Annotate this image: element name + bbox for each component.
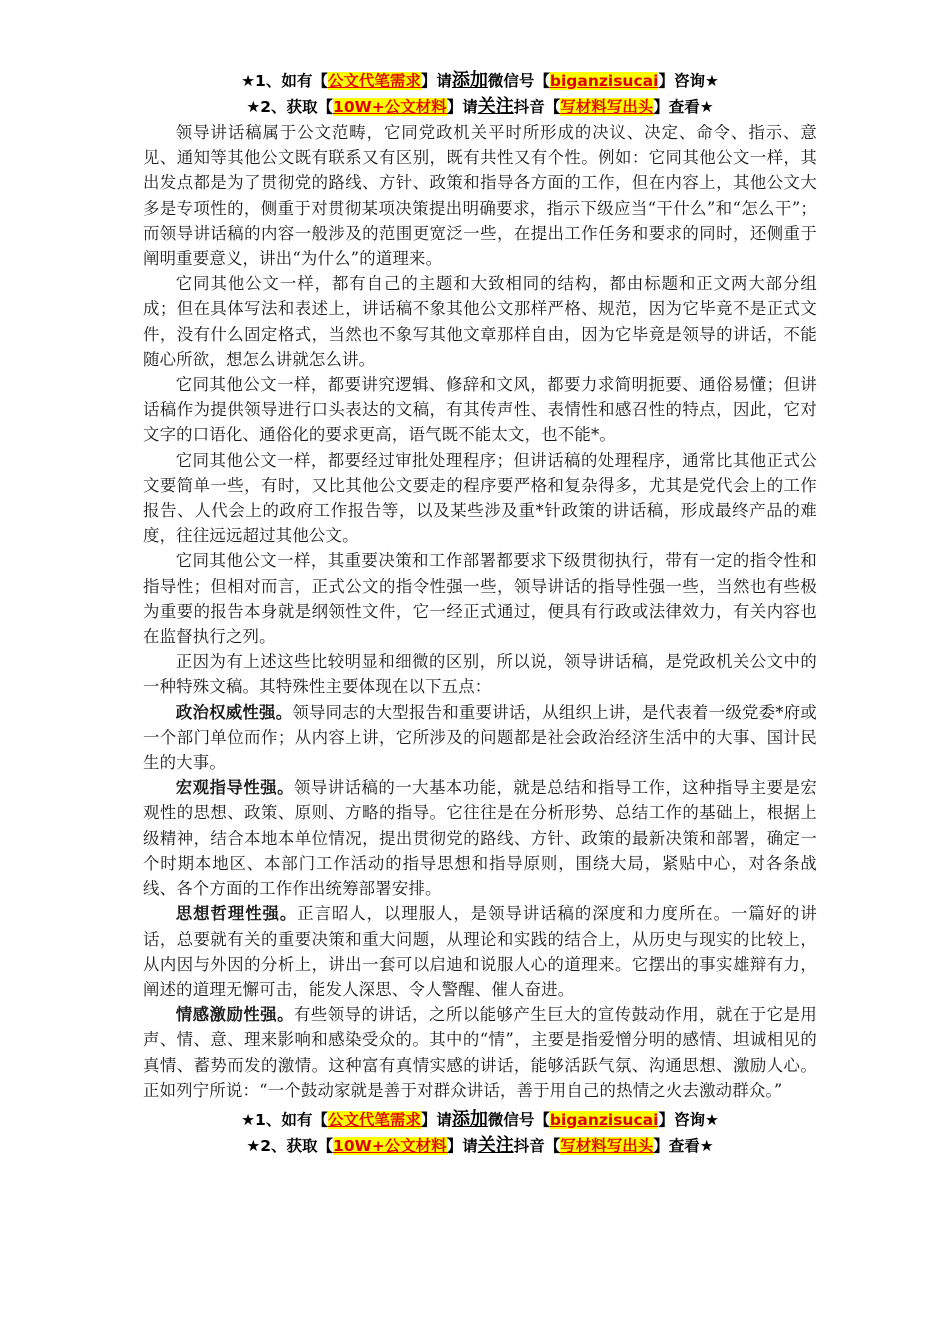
promo-text: 抖音【 <box>513 98 561 116</box>
promo-line-2 <box>143 94 817 120</box>
paragraph-text: 领导同志的大型报告和重要讲话，从组织上讲，是代表着一级党委*府或一个部门单位而作；从内容上讲，它所涉及的问题都是社会政治经济生活中的大事、国计民生的大事。 <box>143 702 818 773</box>
promo-banner-bottom <box>143 1107 817 1159</box>
paragraph-macro-guidance <box>143 775 817 901</box>
promo-text: 】咨询★ <box>658 72 719 90</box>
promo-text: ★2、获取【 <box>246 1136 334 1155</box>
paragraph-lead: 情感激励性强。 <box>175 1005 294 1025</box>
article-body <box>143 120 817 1103</box>
promo-text: 微信号【 <box>487 72 550 90</box>
promo-banner-top <box>143 68 817 120</box>
paragraph-political-authority <box>143 700 817 776</box>
promo-highlight: biganzisucai <box>549 72 659 90</box>
paragraph-2 <box>143 271 817 372</box>
paragraph-text: 有些领导的讲话，之所以能够产生巨大的宣传鼓动作用，就在于它是用声、情、意、理来影响和感染受众的。其中的“情”，主要是指爱憎分明的感情、坦诚相见的真情、蓄势而发的激情。这种富有真情实感的讲话，能够活跃气氛、沟通思想、激励人心。正如列宁所说：“一个鼓动家就是善于对群众讲话，善于用自己的热情之火去激动群众。” <box>143 1005 817 1100</box>
paragraph-6 <box>143 649 817 699</box>
paragraph-text: 它同其他公文一样，其重要决策和工作部署都要求下级贯彻执行，带有一定的指令性和指导性；但相对而言，正式公文的指令性强一些，领导讲话的指导性强一些，当然也有些极为重要的报告本身就是纲领性文件，它一经正式通过，便具有行政或法律效力，有关内容也在监督执行之列。 <box>143 551 817 647</box>
promo-text: 】查看★ <box>653 1136 714 1155</box>
paragraph-philosophical <box>143 901 817 1002</box>
paragraph-1 <box>143 120 817 271</box>
promo-text: 】请 <box>420 1110 452 1129</box>
promo-text: 】请 <box>446 98 478 116</box>
promo-emphasis: 添加 <box>451 70 488 91</box>
paragraph-4 <box>143 448 817 549</box>
paragraph-text: 正因为有上述这些比较明显和细微的区别，所以说，领导讲话稿，是党政机关公文中的一种特殊文稿。其特殊性主要体现在以下五点： <box>143 652 817 697</box>
paragraph-text: 领导讲话稿属于公文范畴，它同党政机关平时所形成的决议、决定、命令、指示、意见、通知等其他公文既有联系又有区别，既有共性又有个性。例如：它同其他公文一样，其出发点都是为了贯彻党的路线、方针、政策和指导各方面的工作，但在内容上，其他公文大多是专项性的，侧重于对贯彻某项决策提出明确要求，指示下级应当“干什么”和“怎么干”；而领导讲话稿的内容一般涉及的范围更宽泛一些，在提出工作任务和要求的同时，还侧重于阐明重要意义，讲出“为什么”的道理来。 <box>143 123 817 269</box>
promo-emphasis: 添加 <box>451 1108 488 1130</box>
promo-emphasis: 关注 <box>477 1134 514 1156</box>
promo-text: 】请 <box>446 1136 478 1155</box>
paragraph-lead: 政治权威性强。 <box>175 702 293 722</box>
paragraph-text: 它同其他公文一样，都要讲究逻辑、修辞和文风，都要力求简明扼要、通俗易懂；但讲话稿作为提供领导进行口头表达的文稿，有其传声性、表情性和感召性的特点，因此，它对文字的口语化、通俗化的要求更高，语气既不能太文，也不能*。 <box>143 375 817 445</box>
paragraph-text: 它同其他公文一样，都有自己的主题和大致相同的结构，都由标题和正文两大部分组成；但在具体写法和表述上，讲话稿不象其他公文那样严格、规范，因为它毕竟不是正式文件，没有什么固定格式，当然也不象写其他文章那样自由，因为它毕竟是领导的讲话，不能随心所欲，想怎么讲就怎么讲。 <box>143 274 817 369</box>
paragraph-emotional <box>143 1002 817 1103</box>
promo-highlight: 公文代笔需求 <box>327 1110 421 1129</box>
promo-text: 】查看★ <box>653 98 714 116</box>
paragraph-lead: 宏观指导性强。 <box>175 778 294 798</box>
promo-emphasis: 关注 <box>477 96 514 117</box>
paragraph-text: 领导讲话稿的一大基本功能，就是总结和指导工作，这种指导主要是宏观性的思想、政策、原则、方略的指导。它往往是在分析形势、总结工作的基础上，根据上级精神，结合本地本单位情况，提出贯彻党的路线、方针、政策的最新决策和部署，确定一个时期本地区、本部门工作活动的指导思想和指导原则，围绕大局，紧贴中心，对各条战线、各个方面的工作作出统筹部署安排。 <box>143 778 817 899</box>
promo-line-2 <box>143 1133 817 1159</box>
paragraph-text: 正言昭人，以理服人，是领导讲话稿的深度和力度所在。一篇好的讲话，总要就有关的重要决策和重大问题，从理论和实践的结合上，从历史与现实的比较上，从内因与外因的分析上，讲出一套可以启迪和说服人心的道理来。它摆出的事实雄辩有力，阐述的道理无懈可击，能发人深思、令人警醒、催人奋进。 <box>143 904 817 999</box>
promo-line-1 <box>143 68 817 94</box>
paragraph-3 <box>143 372 817 448</box>
promo-line-1 <box>143 1107 817 1133</box>
promo-highlight: 写材料写出头 <box>560 98 654 116</box>
promo-text: 微信号【 <box>487 1110 550 1129</box>
promo-text: ★2、获取【 <box>246 98 334 116</box>
promo-text: ★1、如有【 <box>241 1110 328 1129</box>
promo-text: 】咨询★ <box>658 1110 719 1129</box>
paragraph-text: 它同其他公文一样，都要经过审批处理程序；但讲话稿的处理程序，通常比其他正式公文要简单一些，有时，又比其他公文要走的程序要严格和复杂得多，尤其是党代会上的工作报告、人代会上的政府工作报告等，以及某些涉及重*针政策的讲话稿，形成最终产品的难度，往往远远超过其他公文。 <box>143 450 817 546</box>
promo-highlight: 10W+公文材料 <box>333 1136 447 1155</box>
promo-highlight: 写材料写出头 <box>560 1136 654 1155</box>
paragraph-lead: 思想哲理性强。 <box>175 904 298 924</box>
promo-highlight: 公文代笔需求 <box>327 72 421 90</box>
promo-text: 】请 <box>420 72 452 90</box>
promo-text: ★1、如有【 <box>241 72 328 90</box>
promo-text: 抖音【 <box>513 1136 561 1155</box>
paragraph-5 <box>143 548 817 649</box>
promo-highlight: biganzisucai <box>549 1110 659 1129</box>
promo-highlight: 10W+公文材料 <box>333 98 447 116</box>
